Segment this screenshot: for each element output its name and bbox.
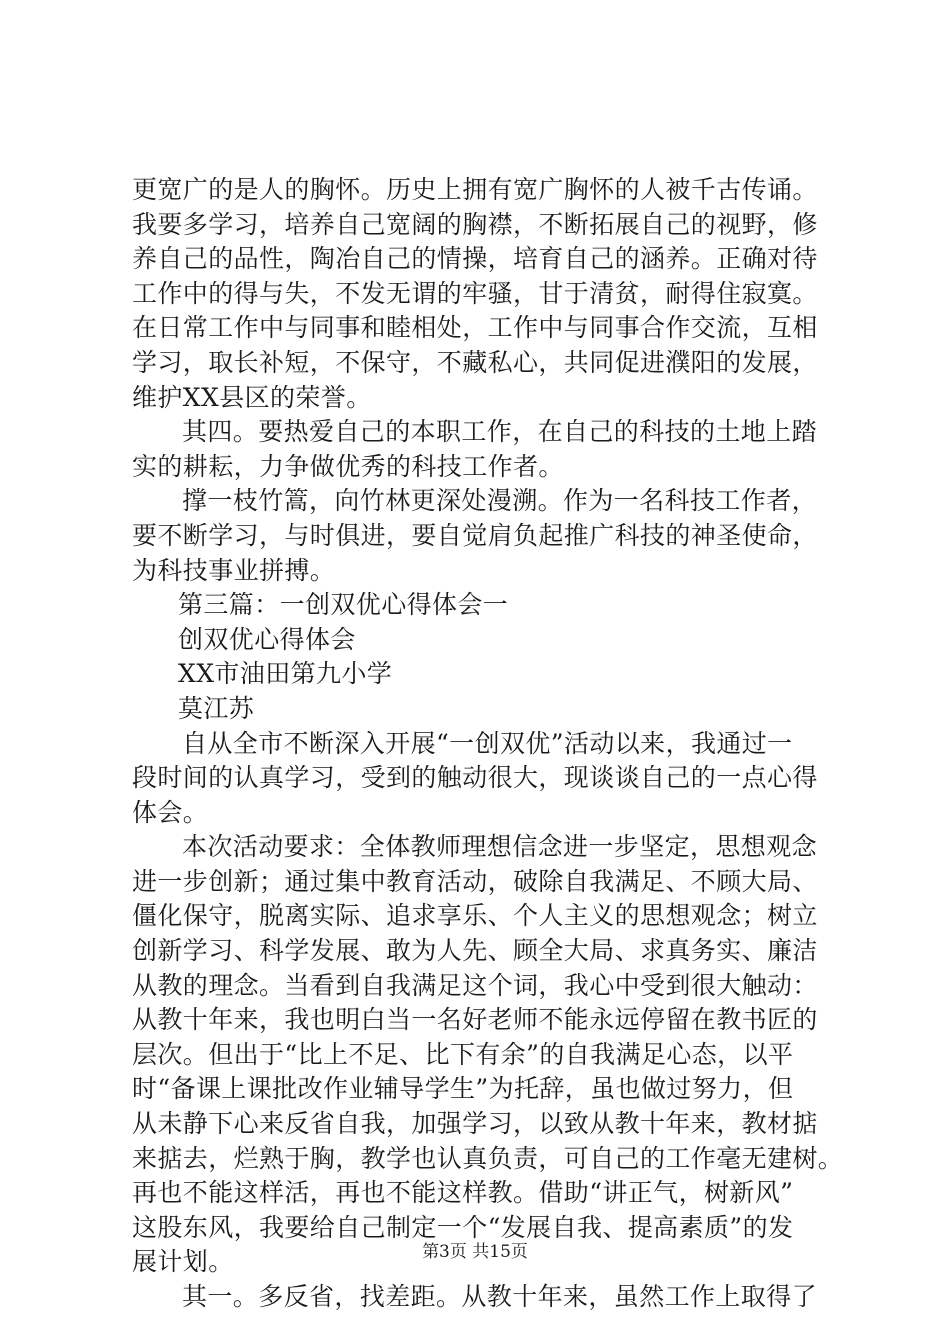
text-line: 维护XX县区的荣誉。 <box>132 382 372 412</box>
text-line: 在日常工作中与同事和睦相处，工作中与同事合作交流，互相 <box>132 313 818 343</box>
page-number-footer: 第3页 共15页 <box>422 1242 528 1262</box>
text-line: 时“备课上课批改作业辅导学生”为托辞，虽也做过努力，但 <box>132 1074 794 1104</box>
text-line: 要不断学习，与时俱进，要自觉肩负起推广科技的神圣使命， <box>132 520 818 550</box>
text-line: 从教十年来，我也明白当一名好老师不能永远停留在教书匠的 <box>132 1005 818 1035</box>
text-line: 从未静下心来反省自我，加强学习，以致从教十年来，教材掂 <box>132 1109 818 1139</box>
text-line: 养自己的品性，陶冶自己的情操，培育自己的涵养。正确对待 <box>132 244 818 274</box>
author-name: 莫江苏 <box>178 693 255 723</box>
text-line: 学习，取长补短，不保守，不藏私心，共同促进濮阳的发展， <box>132 347 818 377</box>
paragraph-start-line: 自从全市不断深入开展“一创双优”活动以来，我通过一 <box>182 728 793 758</box>
text-line: 为科技事业拼搏。 <box>132 555 336 585</box>
text-line: 这股东风，我要给自己制定一个“发展自我、提高素质”的发 <box>132 1212 794 1242</box>
text-line: 进一步创新；通过集中教育活动，破除自我满足、不顾大局、 <box>132 866 818 896</box>
paragraph-start-line: 本次活动要求：全体教师理想信念进一步坚定，思想观念 <box>182 832 818 862</box>
text-line: 工作中的得与失，不发无谓的牢骚，甘于清贫，耐得住寂寞。 <box>132 278 818 308</box>
text-line: 从教的理念。当看到自我满足这个词，我心中受到很大触动： <box>132 970 818 1000</box>
author-school: XX市油田第九小学 <box>178 659 393 689</box>
article-title: 创双优心得体会 <box>178 624 356 654</box>
paragraph-start-line: 其一。多反省，找差距。从教十年来，虽然工作上取得了 <box>182 1282 818 1311</box>
text-line: 展计划。 <box>132 1247 234 1277</box>
paragraph-start-line: 其四。要热爱自己的本职工作，在自己的科技的土地上踏 <box>182 417 818 447</box>
text-line: 创新学习、科学发展、敢为人先、顾全大局、求真务实、廉洁 <box>132 936 818 966</box>
text-line: 体会。 <box>132 797 209 827</box>
text-line: 僵化保守，脱离实际、追求享乐、个人主义的思想观念；树立 <box>132 901 818 931</box>
text-line: 更宽广的是人的胸怀。历史上拥有宽广胸怀的人被千古传诵。 <box>132 175 818 204</box>
section-heading: 第三篇：一创双优心得体会一 <box>178 590 509 620</box>
text-line: 再也不能这样活，再也不能这样教。借助“讲正气，树新风” <box>132 1178 794 1208</box>
text-line: 来掂去，烂熟于胸，教学也认真负责，可自己的工作毫无建树。 <box>132 1143 844 1173</box>
text-line: 层次。但出于“比上不足、比下有余”的自我满足心态，以平 <box>132 1039 794 1069</box>
text-line: 段时间的认真学习，受到的触动很大，现谈谈自己的一点心得 <box>132 763 818 793</box>
paragraph-start-line: 撑一枝竹篙，向竹林更深处漫溯。作为一名科技工作者， <box>182 486 818 516</box>
text-line: 实的耕耘，力争做优秀的科技工作者。 <box>132 451 564 481</box>
document-body <box>132 173 844 1315</box>
text-line: 我要多学习，培养自己宽阔的胸襟，不断拓展自己的视野，修 <box>132 209 818 239</box>
